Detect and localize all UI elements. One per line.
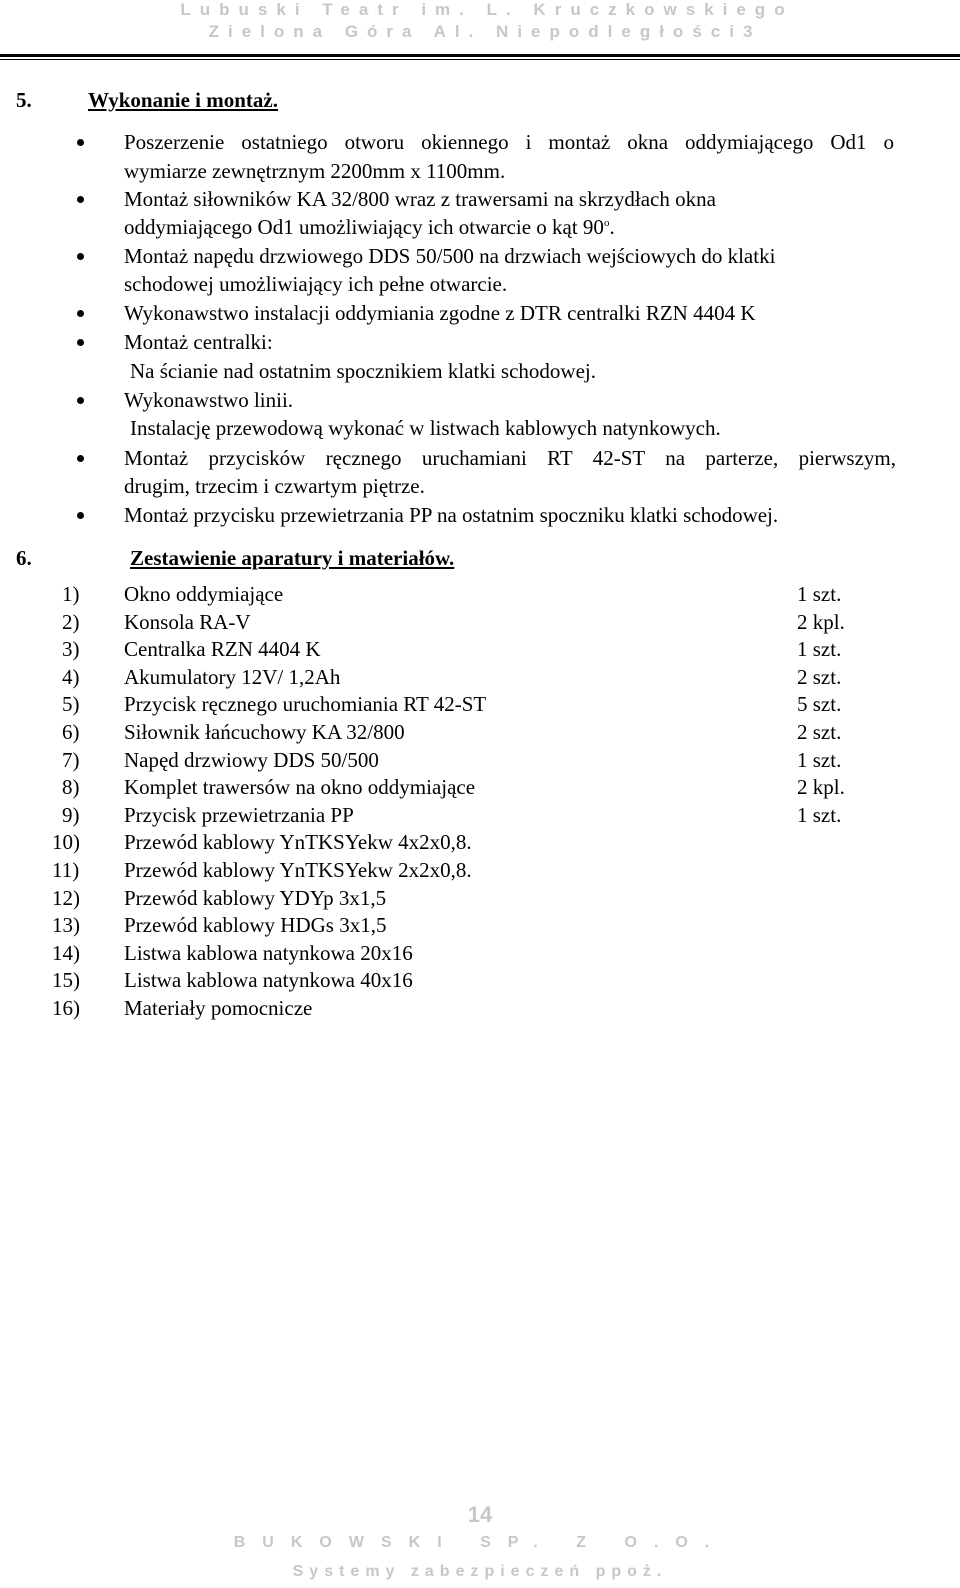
item-5-2-text: oddymiającego Od1 umożliwiający ich otwarcie o kąt 90 — [124, 215, 604, 239]
item-5-3-line1: Montaż napędu drzwiowego DDS 50/500 na drzwiach wejściowych do klatki — [124, 244, 776, 268]
list-item-number: 10) — [52, 830, 80, 854]
bullet-icon — [77, 397, 84, 404]
footer-company: BUKOWSKI SP. Z O.O. — [233, 1534, 727, 1551]
list-item-name: Komplet trawersów na okno oddymiające — [124, 775, 476, 799]
list-item-quantity: 1 szt. — [797, 582, 842, 606]
list-item-name: Okno oddymiające — [124, 582, 284, 606]
bullet-icon — [77, 253, 84, 260]
list-item-quantity: 2 kpl. — [797, 610, 845, 634]
list-item-name: Akumulatory 12V/ 1,2Ah — [124, 665, 341, 689]
list-item-name: Listwa kablowa natynkowa 20x16 — [124, 941, 413, 965]
list-item-quantity: 2 szt. — [797, 720, 842, 744]
list-item-name: Przewód kablowy YnTKSYekw 4x2x0,8. — [124, 830, 472, 854]
page-number: 14 — [467, 1502, 493, 1527]
item-5-5-line2: Na ścianie nad ostatnim spocznikiem klatki schodowej. — [130, 359, 596, 383]
section-5-number: 5. — [16, 88, 32, 112]
list-item-name: Centralka RZN 4404 K — [124, 637, 321, 661]
list-item-number: 1) — [62, 582, 80, 606]
list-item-number: 14) — [52, 941, 80, 965]
bullet-icon — [77, 455, 84, 462]
bullet-icon — [77, 139, 84, 146]
section-6-number: 6. — [16, 546, 32, 570]
list-item-number: 12) — [52, 886, 80, 910]
list-item-number: 7) — [62, 748, 80, 772]
list-item-name: Przycisk przewietrzania PP — [124, 803, 354, 827]
list-item-number: 3) — [62, 637, 80, 661]
list-item-name: Konsola RA-V — [124, 610, 251, 634]
bullet-icon — [77, 196, 84, 203]
item-5-2-line2 — [124, 213, 615, 241]
list-item-quantity: 2 szt. — [797, 665, 842, 689]
item-5-2-line1: Montaż siłowników KA 32/800 wraz z trawersami na skrzydłach okna — [124, 187, 716, 211]
header-rule — [0, 54, 960, 57]
list-item-number: 8) — [62, 775, 80, 799]
item-5-6-line1: Wykonawstwo linii. — [124, 388, 294, 412]
list-item-name: Napęd drzwiowy DDS 50/500 — [124, 748, 379, 772]
list-item-number: 11) — [52, 858, 80, 882]
list-item-quantity: 1 szt. — [797, 637, 842, 661]
list-item-name: Materiały pomocnicze — [124, 996, 313, 1020]
item-5-6-line2: Instalację przewodową wykonać w listwach kablowych natynkowych. — [130, 416, 721, 440]
section-6-title: Zestawienie aparatury i materiałów. — [130, 546, 455, 570]
header-address: Zielona Góra Al. Niepodległości3 — [208, 22, 762, 41]
list-item-quantity: 5 szt. — [797, 692, 842, 716]
list-item-number: 13) — [52, 913, 80, 937]
item-5-3-line2: schodowej umożliwiający ich pełne otwarcie. — [124, 272, 508, 296]
degree-superscript: o — [603, 217, 610, 229]
list-item-quantity: 2 kpl. — [797, 775, 845, 799]
list-item-name: Przycisk ręcznego uruchomiania RT 42-ST — [124, 692, 487, 716]
header-theatre-name: Lubuski Teatr im. L. Kruczkowskiego — [180, 0, 794, 19]
list-item-name: Przewód kablowy HDGs 3x1,5 — [124, 913, 387, 937]
list-item-number: 9) — [62, 803, 80, 827]
item-5-2-end: . — [609, 215, 615, 239]
bullet-icon — [77, 512, 84, 519]
bullet-icon — [77, 339, 84, 346]
list-item-name: Siłownik łańcuchowy KA 32/800 — [124, 720, 405, 744]
bullet-icon — [77, 310, 84, 317]
item-5-8-line1: Montaż przycisku przewietrzania PP na ostatnim spoczniku klatki schodowej. — [124, 503, 779, 527]
list-item-number: 2) — [62, 610, 80, 634]
footer-tagline: Systemy zabezpieczeń ppoż. — [292, 1563, 668, 1580]
list-item-number: 4) — [62, 665, 80, 689]
list-item-number: 5) — [62, 692, 80, 716]
item-5-7-line2: drugim, trzecim i czwartym piętrze. — [124, 474, 425, 498]
item-5-4-line1: Wykonawstwo instalacji oddymiania zgodne z DTR centralki RZN 4404 K — [124, 301, 756, 325]
section-5-title: Wykonanie i montaż. — [88, 88, 278, 112]
list-item-quantity: 1 szt. — [797, 748, 842, 772]
item-5-1-line1: Poszerzenie ostatniego otworu okiennego i montaż okna oddymiającego Od1 o — [124, 130, 894, 154]
list-item-number: 16) — [52, 996, 80, 1020]
list-item-quantity: 1 szt. — [797, 803, 842, 827]
list-item-name: Przewód kablowy YDYp 3x1,5 — [124, 886, 387, 910]
list-item-number: 6) — [62, 720, 80, 744]
list-item-name: Listwa kablowa natynkowa 40x16 — [124, 968, 413, 992]
item-5-1-line2: wymiarze zewnętrznym 2200mm x 1100mm. — [124, 159, 506, 183]
list-item-number: 15) — [52, 968, 80, 992]
list-item-name: Przewód kablowy YnTKSYekw 2x2x0,8. — [124, 858, 472, 882]
item-5-7-line1: Montaż przycisków ręcznego uruchamiani RT 42-ST na parterze, pierwszym, — [124, 446, 896, 470]
header-rule-thin — [0, 59, 960, 60]
item-5-5-line1: Montaż centralki: — [124, 330, 273, 354]
